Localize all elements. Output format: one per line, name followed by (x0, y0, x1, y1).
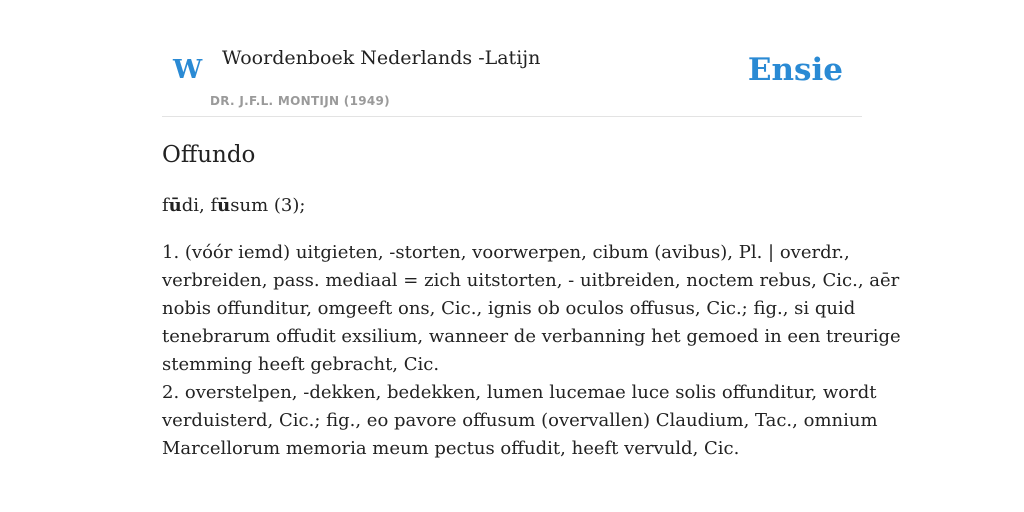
forms-long-vowel: ū (168, 195, 182, 216)
definition-line: verduisterd, Cic.; fig., eo pavore offusum (overvallen) Claudium, Tac., omnium (162, 410, 878, 431)
dictionary-author: DR. J.F.L. MONTIJN (1949) (210, 94, 390, 108)
definition-line: stemming heeft gebracht, Cic. (162, 354, 440, 375)
entry-definitions (162, 239, 901, 463)
definition-line: 2. overstelpen, -dekken, bedekken, lumen lucemae luce solis offunditur, wordt (162, 382, 877, 403)
definition-line: verbreiden, pass. mediaal = zich uitstorten, - uitbreiden, noctem rebus, Cic., aēr (162, 270, 900, 291)
definition-line: 1. (vóór iemd) uitgieten, -storten, voorwerpen, cibum (avibus), Pl. | overdr., (162, 242, 850, 263)
dictionary-logo[interactable]: W (173, 55, 203, 85)
entry-title: Offundo (162, 142, 256, 168)
dictionary-header (162, 0, 862, 117)
brand-logo-link[interactable]: Ensie (747, 52, 843, 88)
definition-line: Marcellorum memoria meum pectus offudit, heeft vervuld, Cic. (162, 438, 740, 459)
forms-part: sum (3); (230, 195, 306, 216)
forms-long-vowel: ū (217, 195, 231, 216)
entry-forms (162, 193, 305, 219)
definition-line: nobis offunditur, omgeeft ons, Cic., ignis ob oculos offusus, Cic.; fig., si quid (162, 298, 856, 319)
dictionary-title[interactable]: Woordenboek Nederlands -Latijn (222, 47, 541, 69)
definition-line: tenebrarum offudit exsilium, wanneer de verbanning het gemoed in een treurige (162, 326, 901, 347)
forms-part: di, f (181, 195, 218, 216)
forms-part: f (162, 195, 169, 216)
entry-card (162, 0, 901, 512)
